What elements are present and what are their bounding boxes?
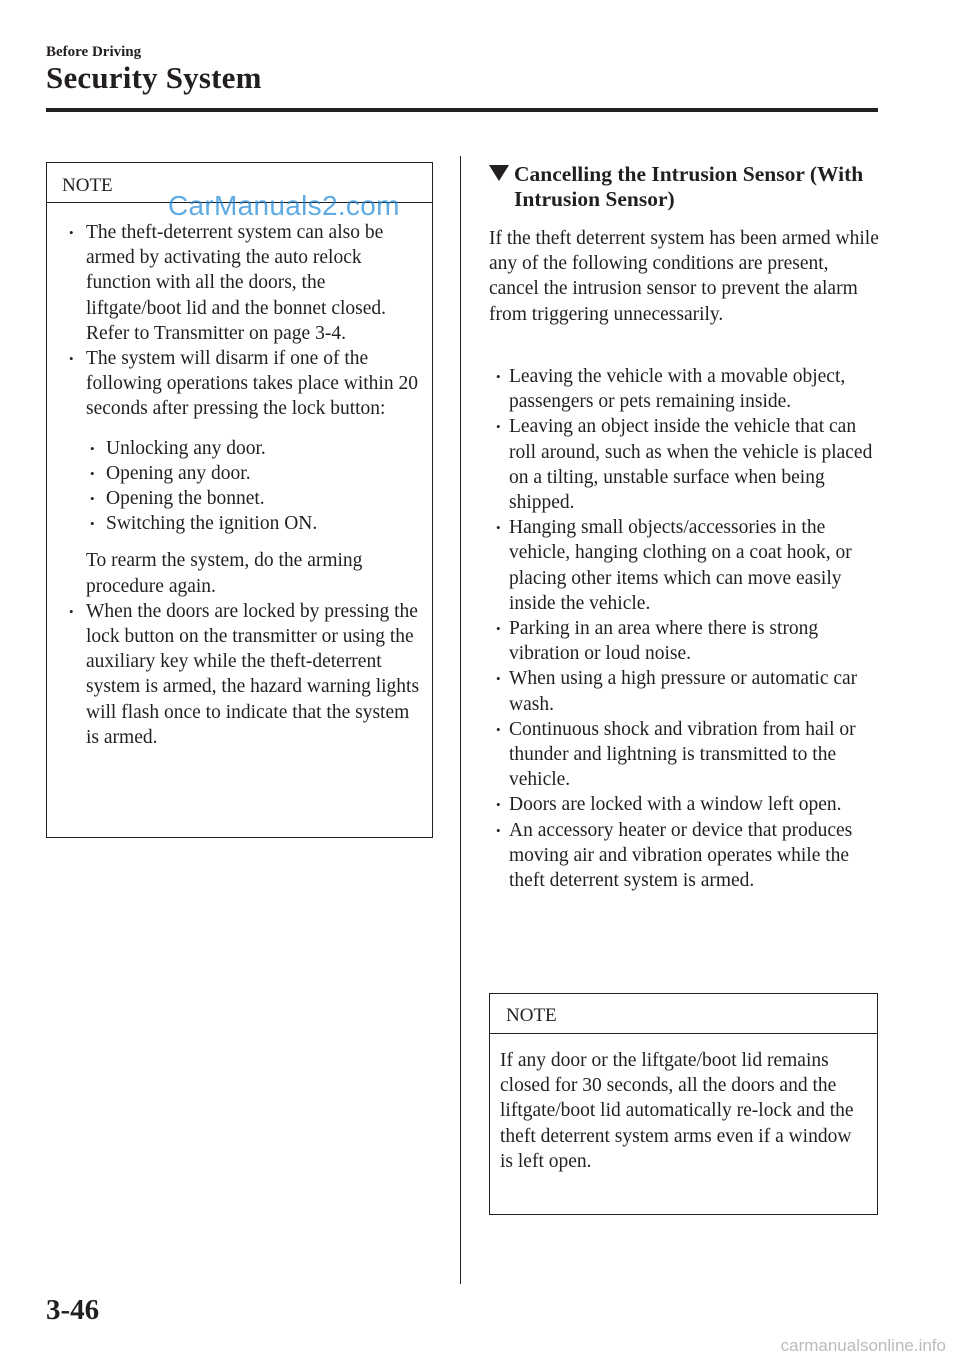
column-divider bbox=[460, 156, 461, 1284]
note-sub-bullet-list bbox=[86, 436, 420, 537]
condition-item: • Continuous shock and vibration from hail or thunder and lightning is transmitted to the vehicle. bbox=[489, 717, 881, 793]
note-reference-text: Refer to Transmitter on page 3-4. bbox=[86, 322, 346, 344]
section-heading bbox=[489, 162, 869, 212]
note-label: NOTE bbox=[47, 163, 432, 203]
triangle-marker-icon bbox=[489, 165, 509, 181]
section-heading-text: Cancelling the Intrusion Sensor (With Intrusion Sensor) bbox=[514, 162, 864, 211]
note-box-left bbox=[46, 162, 433, 838]
note-bullet bbox=[57, 346, 420, 599]
condition-item: • Parking in an area where there is strong vibration or loud noise. bbox=[489, 616, 881, 666]
page-title: Security System bbox=[46, 60, 262, 95]
note-sub-bullet: • Unlocking any door. bbox=[86, 436, 420, 461]
title-rule bbox=[46, 108, 878, 112]
note-sub-bullet: • Opening the bonnet. bbox=[86, 486, 420, 511]
note-bullet-text: When the doors are locked by pressing the lock button on the transmitter or using the auxiliary key while the theft-deterrent system is armed, the hazard warning lights will flash once to indicate that the system is armed. bbox=[86, 600, 420, 748]
note-rearm-text: To rearm the system, do the arming procedure again. bbox=[86, 550, 363, 597]
condition-item: • Doors are locked with a window left open. bbox=[489, 792, 881, 817]
condition-item: • Leaving the vehicle with a movable object, passengers or pets remaining inside. bbox=[489, 364, 881, 414]
note-body: If any door or the liftgate/boot lid remains closed for 30 seconds, all the doors and the liftgate/boot lid automatically re-lock and the theft deterrent system arms even if a window is left open. bbox=[500, 1050, 854, 1172]
condition-item: • Leaving an object inside the vehicle that can roll around, such as when the vehicle is placed on a tilting, unstable surface when being shipped. bbox=[489, 414, 881, 515]
note-bullet-text: The system will disarm if one of the following operations takes place within 20 seconds after pressing the lock button: bbox=[86, 348, 418, 420]
condition-item: • Hanging small objects/accessories in the vehicle, hanging clothing on a coat hook, or placing other items which can move easily inside the vehicle. bbox=[489, 515, 881, 616]
condition-item: • When using a high pressure or automatic car wash. bbox=[489, 666, 881, 716]
note-label: NOTE bbox=[490, 994, 877, 1034]
footer-site: carmanualsonline.info bbox=[780, 1336, 946, 1355]
note-bullet-text: The theft-deterrent system can also be armed by activating the auto relock function with all the doors, the liftgate/boot lid and the bonnet closed. bbox=[86, 222, 387, 319]
note-box-right bbox=[489, 993, 878, 1215]
note-bullet bbox=[57, 220, 420, 346]
condition-item: • An accessory heater or device that produces moving air and vibration operates while the theft deterrent system is armed. bbox=[489, 818, 881, 894]
section-label: Before Driving bbox=[46, 44, 142, 60]
watermark: CarManuals2.com bbox=[168, 190, 400, 221]
section-intro: If the theft deterrent system has been armed while any of the following conditions are present, cancel the intrusion sensor to prevent the alarm from triggering unnecessarily. bbox=[489, 228, 879, 325]
page-number: 3-46 bbox=[46, 1294, 100, 1326]
note-bullet-list bbox=[57, 220, 420, 750]
note-sub-bullet: • Opening any door. bbox=[86, 461, 420, 486]
note-sub-bullet: • Switching the ignition ON. bbox=[86, 511, 420, 536]
condition-list bbox=[489, 364, 881, 893]
note-body bbox=[47, 203, 432, 750]
note-bullet bbox=[57, 599, 420, 750]
